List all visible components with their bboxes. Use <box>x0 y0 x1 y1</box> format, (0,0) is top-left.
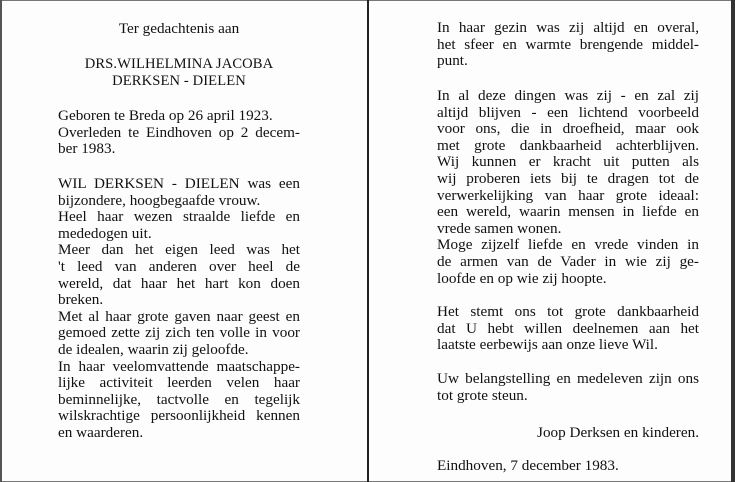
place-date <box>437 458 699 475</box>
text-line: Meer dan het eigen leed was het <box>58 241 300 259</box>
text-line: tot grote steun. <box>437 386 528 404</box>
text-line: de armen van de Vader in wie zij ge- <box>437 252 699 270</box>
text-line: WIL DERKSEN - DIELEN was een <box>58 175 300 192</box>
text-line: voor ons, die in droefheid, maar ook <box>437 120 699 138</box>
text-line: mededogen uit. <box>58 224 152 242</box>
text-line: Het stemt ons tot grote dankbaarheid <box>437 303 699 320</box>
memorial-header: Ter gedachtenis aan <box>118 20 240 37</box>
place-date-line: Eindhoven, 7 december 1983. <box>437 457 619 474</box>
text-line: Wij kunnen er kracht uit putten als <box>437 153 699 171</box>
text-line: breken. <box>58 291 104 309</box>
biography-text <box>58 176 300 442</box>
text-line: Uw belangstelling en medeleven zijn ons <box>437 370 699 387</box>
text-line: Moge zijzelf liefde en vrede vinden in <box>437 236 699 254</box>
paragraph-gratitude <box>437 304 699 354</box>
text-line: verwerkelijking van haar grote ideaal: <box>437 186 699 204</box>
text-line: wij proberen iets bij te dragen tot de <box>437 169 699 187</box>
text-line: In haar gezin was zij altijd en overal, <box>437 19 699 36</box>
text-line: lijke activiteit leerden velen haar <box>58 374 300 392</box>
signature-line: Joop Derksen en kinderen. <box>537 424 699 441</box>
name-line: DERKSEN - DIELEN <box>112 72 246 89</box>
text-line: In al deze dingen was zij - en zal zij <box>437 87 699 104</box>
text-line: wilskrachtige persoonlijkheid kennen <box>58 407 300 425</box>
text-line: bijzondere, hoogbegaafde vrouw. <box>58 191 261 209</box>
name-line: DRS.WILHELMINA JACOBA <box>84 56 274 72</box>
text-line: Geboren te Breda op 26 april 1923. <box>58 107 273 124</box>
text-line: beminnelijke, tactvolle en tegelijk <box>58 390 300 408</box>
text-line: met grote dankbaarheid achterblijven. <box>437 136 699 154</box>
text-line: altijd blijven - een lichtend voorbeeld <box>437 103 699 121</box>
text-line: loofde en op wie zij hoopte. <box>437 269 607 287</box>
text-line: het sfeer en warmte brengende middel- <box>437 35 699 53</box>
text-line: en waarderen. <box>58 423 144 441</box>
text-line: 't leed van anderen over heel de <box>58 257 300 275</box>
deceased-name <box>58 56 300 89</box>
paragraph-thanks <box>437 371 699 404</box>
paragraph-family <box>437 20 699 70</box>
card-fold-line <box>367 0 369 482</box>
text-line: gemoed zette zij zich ten volle in voor <box>58 324 300 342</box>
text-line: de idealen, waarin zij geloofde. <box>58 340 249 358</box>
text-line: Heel haar wezen straalde liefde en <box>58 208 300 226</box>
text-line: dat U hebt willen deelnemen aan het <box>437 319 699 337</box>
signature <box>437 425 699 442</box>
text-line: vrede samen wonen. <box>437 219 562 237</box>
text-line: In haar veelomvattende maatschappe- <box>58 357 300 375</box>
card-edge-right <box>731 0 735 482</box>
text-line: laatste eerbewijs aan onze lieve Wil. <box>437 336 658 354</box>
text-line: punt. <box>437 52 468 70</box>
text-line: Overleden te Eindhoven op 2 decem- <box>58 123 300 141</box>
text-line: wereld, dat haar het hart kon doen <box>58 274 300 292</box>
paragraph-example <box>437 88 699 287</box>
text-line: ber 1983. <box>58 140 116 158</box>
card-edge-left <box>0 0 2 482</box>
text-line: Met al haar grote gaven naar geest en <box>58 307 300 325</box>
text-line: een wereld, waarin mensen in liefde en <box>437 203 699 221</box>
birth-death-block <box>58 108 300 158</box>
